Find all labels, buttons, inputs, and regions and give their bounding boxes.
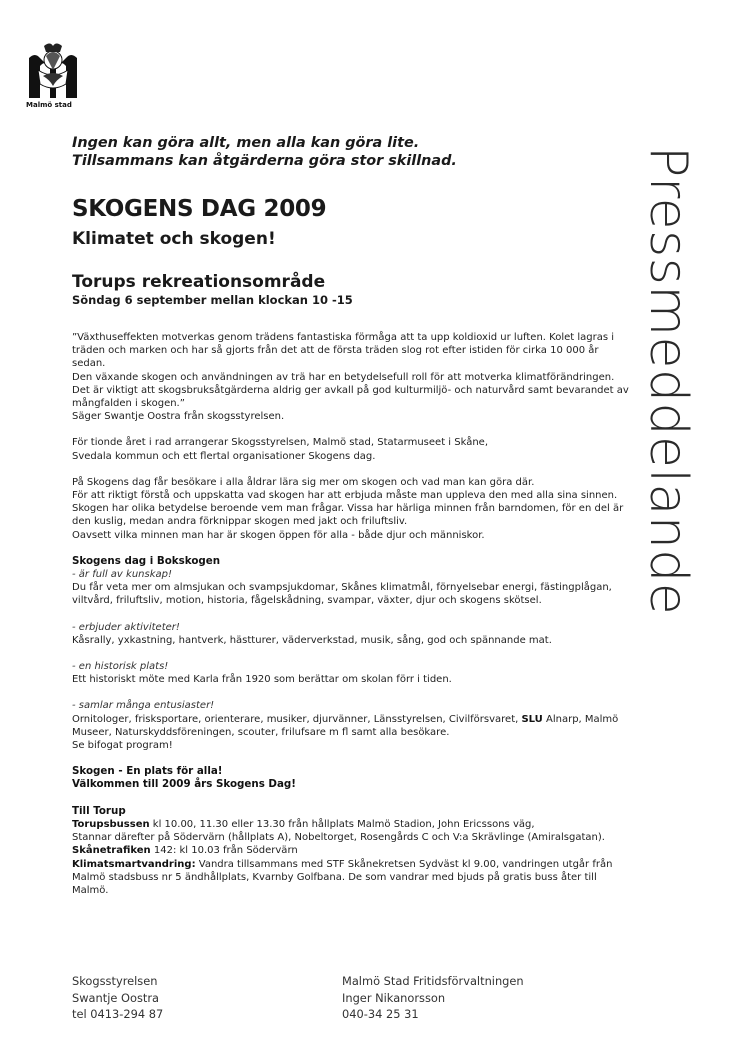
organizers-line: För tionde året i rad arrangerar Skogsstyrelsen, Malmö stad, Statarmuseet i Skåne, [72,437,489,449]
walk-label: Klimatsmartvandring: [72,858,196,870]
travel-line: Malmö stadsbuss nr 5 ändhållplats, Kvarnby Golfbana. De som vandrar med bjuds på gratis buss åter till Malmö. [72,871,597,896]
travel-section [72,805,632,897]
subsection-line: Museer, Naturskyddsföreningen, scouter, frilufsare m fl samt alla besökare. [72,726,450,738]
travel-line: 142: kl 10.03 från Södervärn [150,845,298,857]
intro-line: Det är viktigt att skogsbruksåtgärderna aldrig ger avkall på god kulturmiljö- och naturvård samt bevarandet av [72,384,629,396]
learn-line: Skogen har olika betydelse beroende vem man frågar. Vissa har härliga minnen från barndomen, för en del är [72,503,624,515]
intro-line: Säger Swantje Oostra från skogsstyrelsen. [72,411,285,423]
activities-section [72,621,632,647]
subsection-line: Ornitologer, frisksportare, orienterare, musiker, djurvänner, Länsstyrelsen, Civilförsvaret, [72,713,522,725]
subsection-line: Alnarp, Malmö [542,713,619,725]
subsection-title: - är full av kunskap! [72,569,172,581]
subsection-line: Du får veta mer om almsjukan och svampsjukdomar, Skånes klimatmål, förnyelsebar energi, fästingplågan, [72,582,612,594]
learn-paragraph [72,476,632,542]
tagline-line-2: Tillsammans kan åtgärderna göra stor skillnad. [72,153,457,169]
malmo-stad-logo [26,40,80,114]
contact-right [342,973,524,1023]
slu-text: SLU [521,713,543,725]
section-heading: Skogens dag i Bokskogen [72,554,221,567]
contact-org: Skogsstyrelsen [72,974,158,988]
intro-line: mångfalden i skogen.” [72,398,185,410]
subsection-line: Se bifogat program! [72,740,173,752]
subsection-title: - en historisk plats! [72,661,169,673]
learn-line: Oavsett vilka minnen man har är skogen öppen för alla - både djur och människor. [72,529,485,541]
tagline [72,134,632,170]
intro-line: Den växande skogen och användningen av trä har en betydelsefull roll för att motverka klimatförändringen. [72,371,615,383]
venue-heading: Torups rekreationsområde [72,272,326,292]
travel-line: Vandra tillsammans med STF Skånekretsen Sydväst kl 9.00, vandringen utgår från [195,858,613,870]
enthusiasts-section [72,699,632,752]
travel-line: Stannar därefter på Södervärn (hållplats A), Nobeltorget, Rosengårds C och V:a Skrävlinge (Amiralsgatan). [72,832,605,844]
intro-paragraph [72,331,632,423]
intro-line: träden och marken och har så gjorts från det att de första träden slog rot efter istiden för cirka 10 000 år sedan. [72,345,599,370]
contact-org: Malmö Stad Fritidsförvaltningen [342,974,524,988]
learn-line: den kuslig, medan andra förknippar skogen med jakt och friluftsliv. [72,516,408,528]
press-release-label [638,146,700,616]
section-heading: Till Torup [72,804,126,817]
subsection-line: Ett historiskt möte med Karla från 1920 som berättar om skolan förr i tiden. [72,674,452,686]
body-text [72,331,632,910]
trafiken-label: Skånetrafiken [72,845,151,857]
contact-phone: 040-34 25 31 [342,1007,419,1021]
history-section [72,660,632,686]
organizers-paragraph [72,436,632,462]
subsection-title: - erbjuder aktiviteter! [72,621,180,633]
coat-of-arms-icon [26,40,80,100]
contact-name: Inger Nikanorsson [342,990,446,1005]
page-title: SKOGENS DAG 2009 [72,196,327,222]
subsection-line: Kåsrally, yxkastning, hantverk, hästturer, väderverkstad, musik, sång, god och spännande mat. [72,634,552,646]
side-label-text: Pressmeddelande [638,146,698,616]
travel-line: kl 10.00, 11.30 eller 13.30 från hållplats Malmö Stadion, John Ericssons väg, [149,818,535,830]
learn-line: På Skogens dag får besökare i alla åldrar lära sig mer om skogen och vad man kan göra där. [72,476,535,488]
contact-left [72,973,163,1023]
welcome-line: Skogen - En plats för alla! [72,765,223,778]
bokskogen-section [72,555,632,608]
welcome-line: Välkommen till 2009 års Skogens Dag! [72,778,296,791]
event-date: Söndag 6 september mellan klockan 10 -15 [72,293,353,307]
tagline-line-1: Ingen kan göra allt, men alla kan göra lite. [72,135,420,151]
intro-line: ”Växthuseffekten motverkas genom trädens fantastiska förmåga att ta upp koldioxid ur luften. Kolet lagras i [72,332,615,343]
contact-name: Swantje Oostra [72,990,160,1005]
welcome-section [72,765,632,791]
organizers-line: Svedala kommun och ett flertal organisationer Skogens dag. [72,450,376,462]
bus-label: Torupsbussen [72,818,150,830]
subsection-title: - samlar många entusiaster! [72,700,215,712]
logo-text: Malmö stad [26,101,72,109]
subsection-line: viltvård, friluftsliv, motion, historia, fågelskådning, svampar, växter, djur och skogens skötsel. [72,595,542,607]
contact-phone: tel 0413-294 87 [72,1007,164,1021]
learn-line: För att riktigt förstå och uppskatta vad skogen har att erbjuda måste man uppleva den med alla sina sinnen. [72,490,618,502]
page-subtitle: Klimatet och skogen! [72,229,276,249]
